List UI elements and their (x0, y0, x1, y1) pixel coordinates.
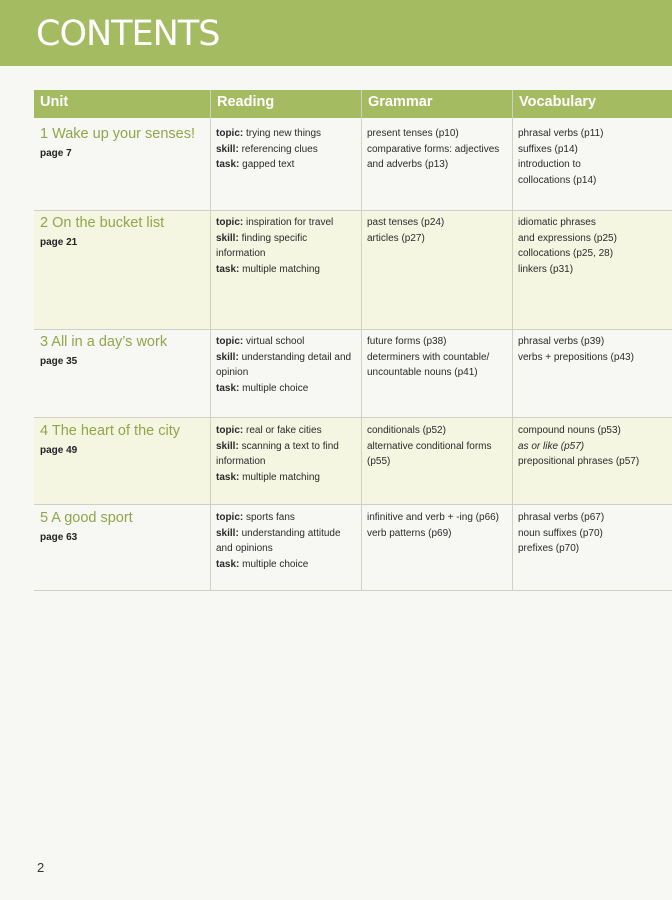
reading-cell (216, 126, 321, 173)
vocabulary-line: phrasal verbs (p67) (518, 512, 605, 523)
reading-line: task: multiple matching (216, 471, 320, 483)
grammar-cell (367, 423, 492, 470)
unit-page: page 49 (40, 445, 78, 456)
vocabulary-line: linkers (p31) (518, 263, 574, 275)
row-divider (34, 417, 672, 418)
header-unit: Unit (40, 94, 69, 110)
reading-line: task: gapped text (216, 159, 295, 170)
reading-line: skill: scanning a text to find (216, 440, 339, 452)
grammar-line: uncountable nouns (p41) (367, 367, 478, 378)
row-divider (34, 504, 672, 505)
vocabulary-line: prefixes (p70) (518, 543, 580, 554)
vocabulary-line: suffixes (p14) (518, 143, 578, 155)
reading-line: skill: referencing clues (216, 143, 318, 155)
header-vocabulary: Vocabulary (519, 94, 597, 110)
grammar-line: present tenses (p10) (367, 128, 459, 139)
grammar-line: verb patterns (p69) (367, 527, 452, 539)
reading-line: topic: inspiration for travel (216, 217, 334, 228)
unit-page: page 7 (40, 148, 72, 159)
reading-cell (216, 510, 341, 572)
grammar-cell (367, 215, 444, 246)
column-divider (210, 90, 211, 590)
grammar-cell (367, 334, 489, 381)
reading-line: topic: virtual school (216, 336, 305, 347)
grammar-line: determiners with countable/ (367, 351, 490, 363)
unit-page: page 63 (40, 532, 78, 543)
reading-line: information (216, 248, 266, 259)
grammar-line: and adverbs (p13) (367, 159, 449, 170)
reading-line: skill: finding specific (216, 232, 308, 244)
grammar-line: future forms (p38) (367, 336, 447, 347)
vocabulary-line: collocations (p14) (518, 174, 597, 186)
unit-page: page 21 (40, 237, 78, 248)
contents-banner (0, 0, 672, 66)
grammar-line: articles (p27) (367, 232, 425, 244)
row-divider (34, 590, 672, 591)
header-reading: Reading (217, 94, 275, 110)
grammar-line: (p55) (367, 456, 391, 467)
unit-title: 1 Wake up your senses! (40, 126, 196, 142)
vocabulary-line: introduction to (518, 159, 581, 170)
vocabulary-cell (518, 510, 604, 557)
unit-title: 2 On the bucket list (40, 215, 165, 231)
reading-cell (216, 215, 333, 277)
vocabulary-cell (518, 126, 603, 188)
vocabulary-line: phrasal verbs (p39) (518, 336, 605, 347)
reading-line: topic: sports fans (216, 512, 295, 523)
reading-line: and opinions (216, 543, 273, 554)
vocabulary-line: prepositional phrases (p57) (518, 456, 640, 467)
reading-line: task: multiple choice (216, 382, 309, 394)
reading-line: skill: understanding attitude (216, 527, 341, 539)
grammar-line: infinitive and verb + -ing (p66) (367, 512, 500, 523)
grammar-line: alternative conditional forms (367, 440, 492, 452)
vocabulary-line: compound nouns (p53) (518, 425, 621, 436)
vocabulary-line: and expressions (p25) (518, 232, 617, 244)
header-grammar: Grammar (368, 94, 433, 110)
vocabulary-line: collocations (p25, 28) (518, 248, 614, 259)
row-divider (34, 329, 672, 330)
vocabulary-cell (518, 334, 634, 365)
vocabulary-line: verbs + prepositions (p43) (518, 351, 634, 363)
page-number: 2 (37, 860, 45, 875)
vocabulary-cell (518, 215, 617, 277)
reading-line: task: multiple choice (216, 558, 309, 570)
unit-title: 4 The heart of the city (40, 423, 180, 439)
table-header (34, 90, 672, 118)
vocabulary-line: as or like (p57) (518, 440, 585, 452)
grammar-cell (367, 126, 499, 173)
reading-line: task: multiple matching (216, 263, 320, 275)
reading-line: topic: trying new things (216, 128, 322, 139)
column-divider (361, 90, 362, 590)
unit-title: 3 All in a day’s work (40, 334, 168, 350)
reading-cell (216, 334, 351, 396)
vocabulary-cell (518, 423, 639, 470)
reading-line: information (216, 456, 266, 467)
column-divider (512, 90, 513, 590)
unit-title: 5 A good sport (40, 510, 133, 526)
vocabulary-line: idiomatic phrases (518, 217, 596, 228)
grammar-line: comparative forms: adjectives (367, 143, 500, 155)
row-divider (34, 210, 672, 211)
reading-line: opinion (216, 367, 249, 378)
grammar-cell (367, 510, 499, 541)
reading-line: skill: understanding detail and (216, 351, 352, 363)
grammar-line: past tenses (p24) (367, 217, 445, 228)
reading-line: topic: real or fake cities (216, 425, 322, 436)
vocabulary-line: noun suffixes (p70) (518, 527, 603, 539)
unit-page: page 35 (40, 356, 78, 367)
page-title: CONTENTS (36, 14, 220, 54)
grammar-line: conditionals (p52) (367, 425, 446, 436)
reading-cell (216, 423, 339, 485)
vocabulary-line: phrasal verbs (p11) (518, 128, 604, 139)
